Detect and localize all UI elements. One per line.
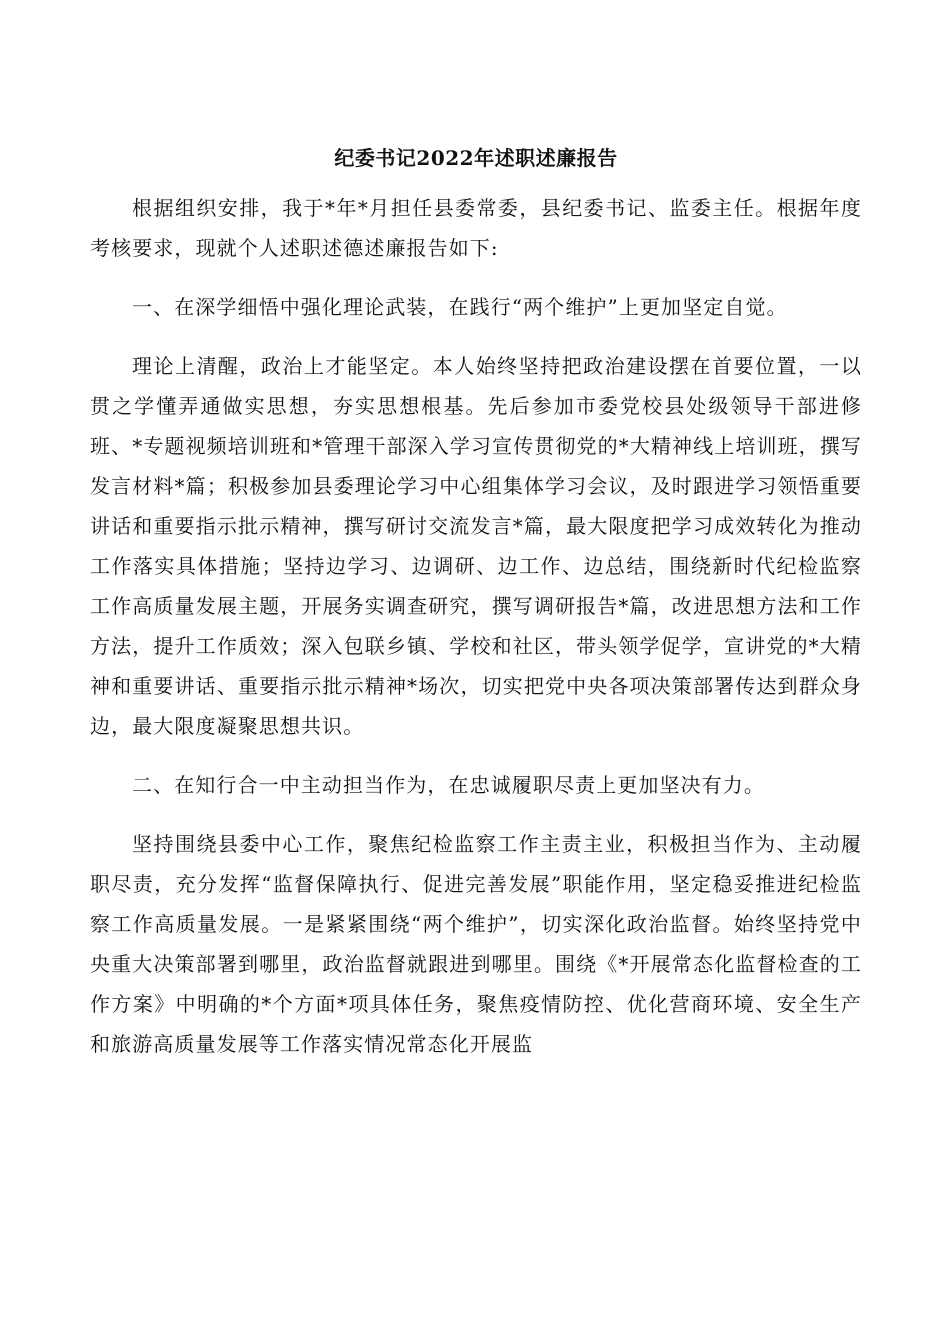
section-heading-2: 二、在知行合一中主动担当作为，在忠诚履职尽责上更加坚决有力。 [132,773,765,797]
section-heading-1: 一、在深学细悟中强化理论武装，在践行“两个维护”上更加坚定自觉。 [132,295,788,319]
paragraph-section-2-body: 坚持围绕县委中心工作，聚焦纪检监察工作主责主业，积极担当作为、主动履职尽责，充分发挥“监督保障执行、促进完善发展”职能作用，坚定稳妥推进纪检监察工作高质量发展。一是紧紧围绕“两个维护”，切实深化政治监督。始终坚持党中央重大决策部署到哪里，政治监督就跟进到哪里。围绕《*开展常态化监督检查的工作方案》中明确的*个方面*项具体任务，聚焦疫情防控、优化营商环境、安全生产和旅游高质量发展等工作落实情况常态化开展监 [90,832,862,1056]
document-title: 纪委书记2022年述职述廉报告 [334,146,618,170]
document-page [90,140,862,1083]
paragraph-section-1-body: 理论上清醒，政治上才能坚定。本人始终坚持把政治建设摆在首要位置，一以贯之学懂弄通做实思想，夯实思想根基。先后参加市委党校县处级领导干部进修班、*专题视频培训班和*管理干部深入学习宣传贯彻党的*大精神线上培训班，撰写发言材料*篇；积极参加县委理论学习中心组集体学习会议，及时跟进学习领悟重要讲话和重要指示批示精神，撰写研讨交流发言*篇，最大限度把学习成效转化为推动工作落实具体措施；坚持边学习、边调研、边工作、边总结，围绕新时代纪检监察工作高质量发展主题，开展务实调查研究，撰写调研报告*篇，改进思想方法和工作方法，提升工作质效；深入包联乡镇、学校和社区，带头领学促学，宣讲党的*大精神和重要讲话、重要指示批示精神*场次，切实把党中央各项决策部署传达到群众身边，最大限度凝聚思想共识。 [90,354,862,738]
paragraph-intro: 根据组织安排，我于*年*月担任县委常委，县纪委书记、监委主任。根据年度考核要求，现就个人述职述德述廉报告如下: [90,196,862,260]
